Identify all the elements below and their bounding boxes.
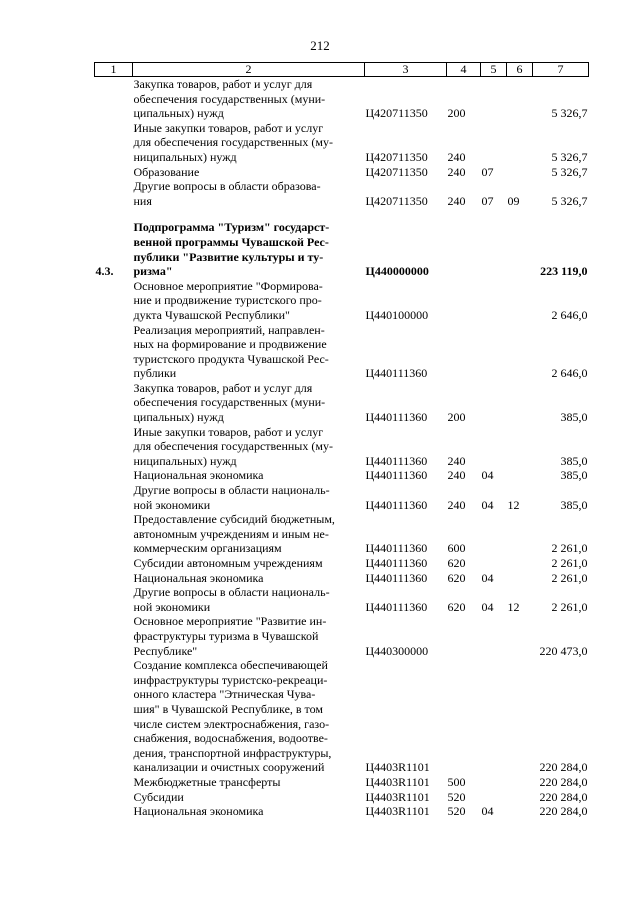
target-article-code: Ц440300000 xyxy=(365,643,429,658)
table-row xyxy=(95,179,589,208)
subsection-code xyxy=(507,425,533,469)
row-number xyxy=(95,121,133,165)
row-name-line: венной программы Чувашской Рес- xyxy=(133,234,329,249)
amount: 220 473,0 xyxy=(539,643,588,658)
section-code: 04 xyxy=(481,497,494,512)
section-code: 04 xyxy=(481,570,494,585)
row-name-line: Предоставление субсидий бюджетным, xyxy=(133,512,335,527)
amount: 220 284,0 xyxy=(539,789,588,804)
expense-type-code: 240 xyxy=(447,193,466,208)
header-col-2: 2 xyxy=(133,63,365,77)
target-article-code: Ц440000000 xyxy=(365,264,429,279)
amount: 223 119,0 xyxy=(540,264,588,279)
target-article-code: Ц420711350 xyxy=(365,149,428,164)
amount: 385,0 xyxy=(560,410,588,425)
row-name xyxy=(133,775,365,790)
table-row xyxy=(95,804,589,819)
row-name-line: числе систем электроснабжения, газо- xyxy=(133,716,330,731)
header-col-7: 7 xyxy=(533,63,589,77)
expense-type-code: 620 xyxy=(447,570,466,585)
expense-type-code xyxy=(447,323,481,381)
subsection-code xyxy=(507,512,533,556)
table-row xyxy=(95,77,589,121)
subsection-code: 12 xyxy=(507,497,520,512)
target-article-code: Ц4403R1101 xyxy=(365,789,430,804)
section-code xyxy=(481,775,507,790)
subsection-code xyxy=(507,804,533,819)
section-code xyxy=(481,512,507,556)
row-name-line: для обеспечения государственных (му- xyxy=(133,135,333,150)
row-name-line: Основное мероприятие "Развитие ин- xyxy=(133,614,327,629)
row-name xyxy=(133,585,365,614)
subsection-code: 09 xyxy=(507,193,520,208)
subsection-code xyxy=(507,790,533,805)
table-row xyxy=(95,121,589,165)
amount: 5 326,7 xyxy=(551,193,588,208)
row-name xyxy=(133,323,365,381)
section-code xyxy=(481,220,507,278)
amount: 385,0 xyxy=(560,453,588,468)
section-code xyxy=(481,658,507,775)
amount: 385,0 xyxy=(560,497,588,512)
table-row xyxy=(95,323,589,381)
expense-type-code: 600 xyxy=(447,541,466,556)
table-row xyxy=(95,512,589,556)
row-name-line: ципальных) нужд xyxy=(133,410,224,425)
subsection-code xyxy=(507,775,533,790)
row-name xyxy=(133,381,365,425)
row-name-line: Иные закупки товаров, работ и услуг xyxy=(133,424,324,439)
row-name-line: автономным учреждениям и иным не- xyxy=(133,526,329,541)
row-name-line: ние и продвижение туристского про- xyxy=(133,293,322,308)
row-name-line: ной экономики xyxy=(133,497,211,512)
row-name-line: Основное мероприятие "Формирова- xyxy=(133,278,323,293)
expense-type-code: 520 xyxy=(447,789,466,804)
header-col-1: 1 xyxy=(95,63,133,77)
row-number xyxy=(95,179,133,208)
row-name-line: ниципальных) нужд xyxy=(133,149,237,164)
row-name-line: снабжения, водоснабжения, водоотве- xyxy=(133,731,328,746)
target-article-code: Ц4403R1101 xyxy=(365,804,430,819)
expense-type-code: 500 xyxy=(447,774,466,789)
subsection-code: 12 xyxy=(507,599,520,614)
table-row xyxy=(95,381,589,425)
amount: 220 284,0 xyxy=(539,760,588,775)
expense-type-code: 240 xyxy=(447,149,466,164)
row-number xyxy=(95,483,133,512)
table-row xyxy=(95,279,589,323)
row-name-line: обеспечения государственных (муни- xyxy=(133,91,326,106)
table-row xyxy=(95,165,589,180)
section-code: 04 xyxy=(481,804,494,819)
target-article-code: Ц4403R1101 xyxy=(365,774,430,789)
expense-type-code xyxy=(447,658,481,775)
row-name xyxy=(133,77,365,121)
target-article-code: Ц440100000 xyxy=(365,307,429,322)
row-name-line: туристского продукта Чувашской Рес- xyxy=(133,351,329,366)
table-row xyxy=(95,425,589,469)
row-name-line: ризма" xyxy=(133,264,173,279)
subsection-code xyxy=(507,381,533,425)
section-code: 07 xyxy=(481,193,494,208)
amount: 5 326,7 xyxy=(551,164,588,179)
row-name-line: для обеспечения государственных (му- xyxy=(133,439,333,454)
row-number xyxy=(95,381,133,425)
row-name-line: ной экономики xyxy=(133,599,211,614)
target-article-code: Ц440111360 xyxy=(365,410,428,425)
amount: 220 284,0 xyxy=(539,804,588,819)
table-row xyxy=(95,483,589,512)
row-name-line: Создание комплекса обеспечивающей xyxy=(133,658,328,673)
row-name xyxy=(133,468,365,483)
subsection-code xyxy=(507,556,533,571)
target-article-code: Ц440111360 xyxy=(365,468,428,483)
row-name xyxy=(133,804,365,819)
target-article-code: Ц440111360 xyxy=(365,570,428,585)
table-row xyxy=(95,468,589,483)
row-number xyxy=(95,614,133,658)
row-name xyxy=(133,165,365,180)
expense-type-code: 240 xyxy=(447,164,466,179)
row-name-line: Межбюджетные трансферты xyxy=(133,774,281,789)
row-name-line: Субсидии автономным учреждениям xyxy=(133,556,323,570)
row-number xyxy=(95,775,133,790)
amount: 2 261,0 xyxy=(551,541,588,556)
subsection-code xyxy=(507,121,533,165)
row-name-line: онного кластера "Этническая Чува- xyxy=(133,687,316,702)
row-name-line: дукта Чувашской Республики" xyxy=(133,307,290,322)
subsection-code xyxy=(507,468,533,483)
section-code xyxy=(481,381,507,425)
section-code xyxy=(481,614,507,658)
subsection-code xyxy=(507,614,533,658)
spacer-row xyxy=(95,208,589,220)
row-name xyxy=(133,614,365,658)
row-name-line: Другие вопросы в области националь- xyxy=(133,483,330,498)
row-name-line: Закупка товаров, работ и услуг для xyxy=(133,77,313,91)
row-name-line: публики xyxy=(133,366,177,381)
row-name xyxy=(133,483,365,512)
target-article-code: Ц440111360 xyxy=(365,366,428,381)
expense-type-code: 240 xyxy=(447,453,466,468)
expense-type-code: 200 xyxy=(447,410,466,425)
table-body xyxy=(95,77,589,819)
section-code xyxy=(481,323,507,381)
row-number xyxy=(95,790,133,805)
section-code: 04 xyxy=(481,468,494,483)
amount: 2 261,0 xyxy=(551,556,588,570)
subsection-code xyxy=(507,658,533,775)
row-name-line: Республике" xyxy=(133,643,198,658)
table-row xyxy=(95,614,589,658)
table-row xyxy=(95,585,589,614)
row-name-line: публики "Развитие культуры и ту- xyxy=(133,249,324,264)
row-name-line: Иные закупки товаров, работ и услуг xyxy=(133,120,324,135)
row-name-line: ципальных) нужд xyxy=(133,106,224,121)
row-name-line: коммерческим организациям xyxy=(133,541,282,556)
row-name-line: дения, транспортной инфраструктуры, xyxy=(133,745,332,760)
section-code xyxy=(481,121,507,165)
subsection-code xyxy=(507,77,533,121)
row-number xyxy=(95,804,133,819)
row-name-line: Субсидии xyxy=(133,789,184,804)
header-col-4: 4 xyxy=(447,63,481,77)
row-name xyxy=(133,179,365,208)
target-article-code: Ц440111360 xyxy=(365,541,428,556)
row-name xyxy=(133,121,365,165)
row-name xyxy=(133,571,365,586)
expense-type-code: 520 xyxy=(447,804,466,819)
header-col-6: 6 xyxy=(507,63,533,77)
row-name-line: шия" в Чувашской Республике, в том xyxy=(133,701,324,716)
table-row xyxy=(95,775,589,790)
section-code xyxy=(481,77,507,121)
row-number xyxy=(95,512,133,556)
row-name xyxy=(133,658,365,775)
table-row xyxy=(95,790,589,805)
header-col-3: 3 xyxy=(365,63,447,77)
row-number: 4.3. xyxy=(95,264,114,279)
row-name-line: Национальная экономика xyxy=(133,468,264,483)
budget-table xyxy=(94,62,589,819)
target-article-code: Ц440111360 xyxy=(365,556,428,570)
amount: 5 326,7 xyxy=(551,149,588,164)
row-name xyxy=(133,790,365,805)
section-code: 07 xyxy=(481,164,494,179)
row-name-line: Подпрограмма "Туризм" государст- xyxy=(133,220,330,235)
page-number: 212 xyxy=(310,38,330,53)
amount: 2 261,0 xyxy=(551,599,588,614)
row-name xyxy=(133,220,365,278)
amount: 2 261,0 xyxy=(551,570,588,585)
row-name-line: ния xyxy=(133,193,152,208)
row-name-line: канализации и очистных сооружений xyxy=(133,760,325,775)
row-name xyxy=(133,512,365,556)
subsection-code xyxy=(507,165,533,180)
row-name xyxy=(133,425,365,469)
row-name-line: ных на формирование и продвижение xyxy=(133,337,327,352)
row-name-line: обеспечения государственных (муни- xyxy=(133,395,326,410)
header-row xyxy=(95,63,589,77)
expense-type-code xyxy=(447,279,481,323)
row-name-line: фраструктуры туризма в Чувашской xyxy=(133,628,319,643)
expense-type-code: 240 xyxy=(447,468,466,483)
row-number xyxy=(95,323,133,381)
section-code xyxy=(481,790,507,805)
amount: 385,0 xyxy=(560,468,588,483)
amount: 220 284,0 xyxy=(539,774,588,789)
expense-type-code: 200 xyxy=(447,106,466,121)
row-name xyxy=(133,556,365,571)
section-code xyxy=(481,556,507,571)
target-article-code: Ц440111360 xyxy=(365,453,428,468)
target-article-code: Ц4403R1101 xyxy=(365,760,430,775)
target-article-code: Ц440111360 xyxy=(365,599,428,614)
section-code xyxy=(481,425,507,469)
row-name-line: Другие вопросы в области националь- xyxy=(133,585,330,600)
row-name xyxy=(133,279,365,323)
row-name-line: Закупка товаров, работ и услуг для xyxy=(133,380,313,395)
row-number xyxy=(95,77,133,121)
row-number xyxy=(95,425,133,469)
row-name-line: Реализация мероприятий, направлен- xyxy=(133,322,325,337)
subsection-code xyxy=(507,279,533,323)
row-number xyxy=(95,571,133,586)
header-col-5: 5 xyxy=(481,63,507,77)
expense-type-code: 240 xyxy=(447,497,466,512)
subsection-code xyxy=(507,571,533,586)
row-number xyxy=(95,468,133,483)
target-article-code: Ц420711350 xyxy=(365,106,428,121)
row-name-line: Национальная экономика xyxy=(133,570,264,585)
amount: 5 326,7 xyxy=(551,106,588,121)
expense-type-code: 620 xyxy=(447,556,466,570)
row-number xyxy=(95,585,133,614)
table-row xyxy=(95,658,589,775)
row-number xyxy=(95,279,133,323)
row-number xyxy=(95,165,133,180)
table-row xyxy=(95,571,589,586)
row-name-line: Образование xyxy=(133,164,200,179)
amount: 2 646,0 xyxy=(551,366,588,381)
target-article-code: Ц420711350 xyxy=(365,193,428,208)
table-row xyxy=(95,556,589,571)
expense-type-code: 620 xyxy=(447,599,466,614)
row-name-line: Национальная экономика xyxy=(133,804,264,819)
subsection-code xyxy=(507,323,533,381)
expense-type-code xyxy=(447,220,481,278)
section-code: 04 xyxy=(481,599,494,614)
section-code xyxy=(481,279,507,323)
target-article-code: Ц420711350 xyxy=(365,164,428,179)
amount: 2 646,0 xyxy=(551,307,588,322)
row-number xyxy=(95,556,133,571)
row-number xyxy=(95,658,133,775)
target-article-code: Ц440111360 xyxy=(365,497,428,512)
row-name-line: инфраструктуры туристско-рекреаци- xyxy=(133,672,328,687)
expense-type-code xyxy=(447,614,481,658)
table-row xyxy=(95,220,589,278)
row-name-line: Другие вопросы в области образова- xyxy=(133,179,321,194)
subsection-code xyxy=(507,220,533,278)
row-name-line: ниципальных) нужд xyxy=(133,453,237,468)
